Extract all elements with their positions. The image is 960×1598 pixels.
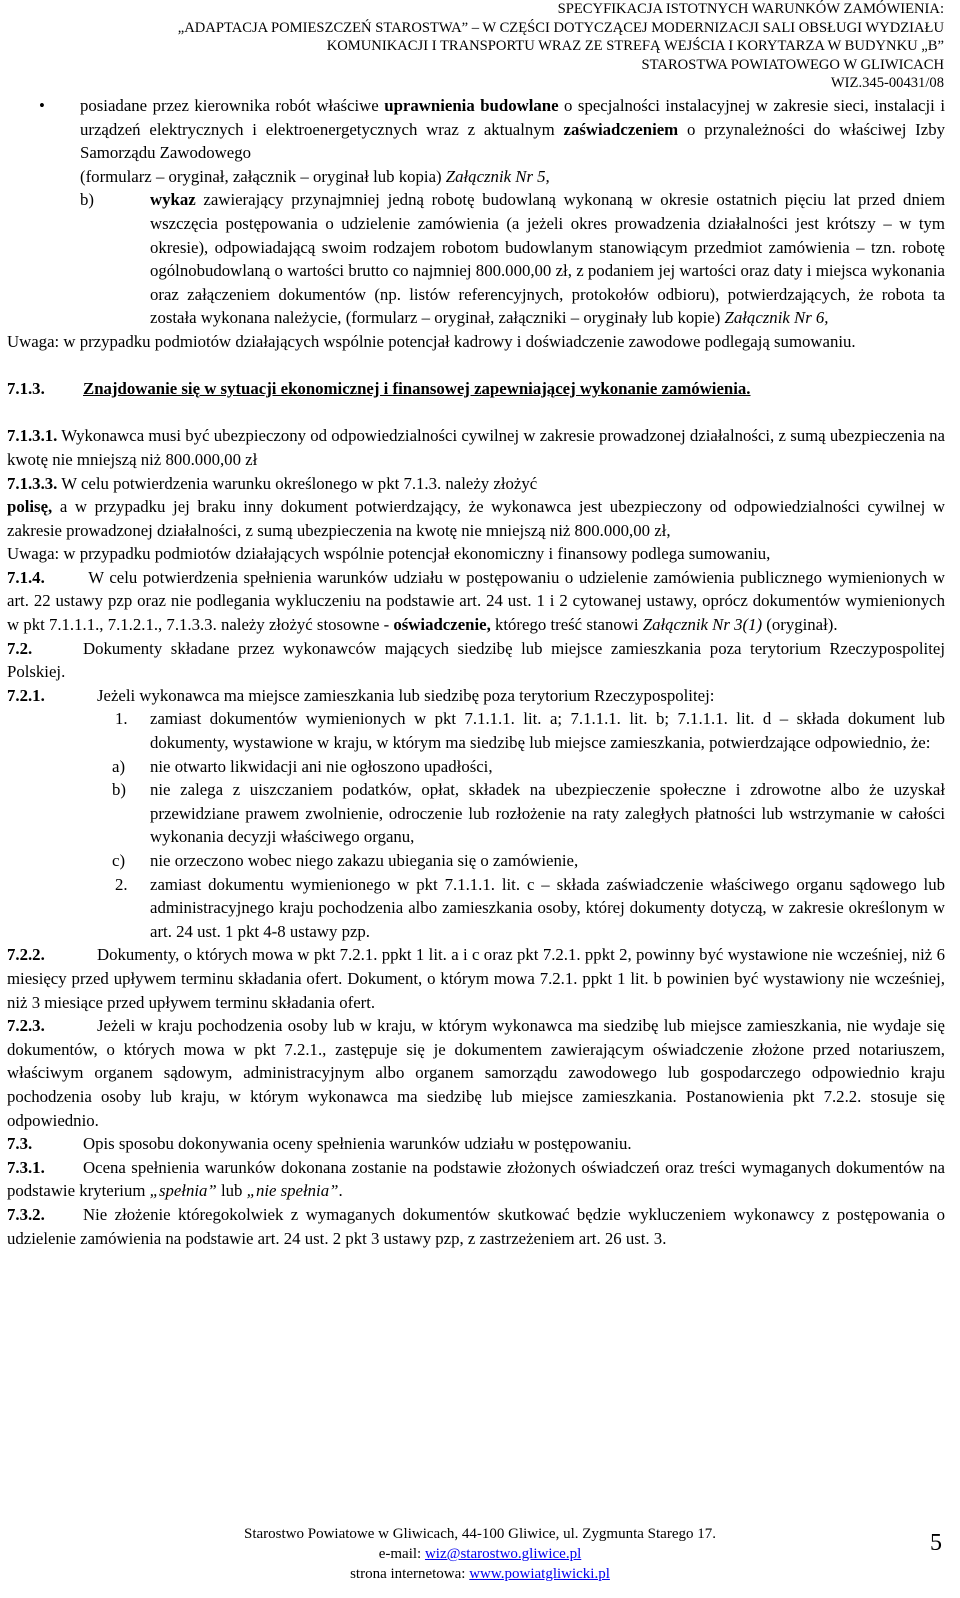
document-header xyxy=(178,0,944,93)
note-kadrowy: Uwaga: w przypadku podmiotów działających wspólnie potencjał kadrowy i doświadczenie zawodowe podlegają sumowaniu. xyxy=(7,331,856,351)
section-7-1-3-1: 7.1.3.1. Wykonawca musi być ubezpieczony od odpowiedzialności cywilnej w zakresie prowadzonej działalności, z sumą ubezpieczenia na kwotę nie mniejszą niż 800.000,00 zł xyxy=(7,426,945,469)
footer-email-line: e-mail: wiz@starostwo.gliwice.pl xyxy=(378,1546,582,1562)
email-link[interactable]: wiz@starostwo.gliwice.pl xyxy=(424,1546,582,1562)
list-item-b: b) nie zalega z uiszczaniem podatków, opłat, składek na ubezpieczenie społeczne i zdrowotne albo że uzyskał przewidziane prawem zwolnienie, odroczenie lub rozłożenie na raty zaległych płatności lub wstrzymanie w całości wykonania decyzji właściwego organu, xyxy=(112,780,945,847)
bullet-item-formularz: (formularz – oryginał, załącznik – oryginał lub kopia) Załącznik Nr 5, xyxy=(80,166,550,186)
section-7-1-4: 7.1.4. W celu potwierdzenia spełnienia warunków udziału w postępowaniu o udzielenie zamówienia publicznego wymienionych w art. 22 ustawy pzp oraz nie podlegania wykluczeniu na podstawie art. 24 ust. 1 i 2 cytowanej ustawy, oprócz dokumentów wymienionych w pkt 7.1.1.1., 7.1.2.1., 7.1.3.3. należy złożyć stosowne - oświadczenie, którego treść stanowi Załącznik Nr 3(1) (oryginał). xyxy=(7,567,945,635)
section-7-1-3-3: 7.1.3.3. W celu potwierdzenia warunku określonego w pkt 7.1.3. należy złożyć xyxy=(7,473,538,493)
list-item-2: 2. zamiast dokumentu wymienionego w pkt 7.1.1.1. lit. c – składa zaświadczenie właściwego organu sądowego lub administracyjnego kraju pochodzenia albo zamieszkania osoby, której dokumenty dotyczą, w zakresie określonym w art. 24 ust. 1 pkt 4-8 ustawy pzp. xyxy=(115,874,945,941)
section-7-2-1: 7.2.1. Jeżeli wykonawca ma miejsce zamieszkania lub siedzibę poza terytorium Rzeczypospolitej: xyxy=(7,685,715,705)
page-number: 5 xyxy=(930,1530,942,1556)
polisa-paragraph: polisę, a w przypadku jej braku inny dokument potwierdzający, że wykonawca jest ubezpieczony od odpowiedzialności cywilnej w zakresie prowadzonej działalności, z sumą ubezpieczenia na kwotę nie mniejszą niż 800.000,00 zł, xyxy=(7,497,945,540)
note-ekonomiczny: Uwaga: w przypadku podmiotów działających wspólnie potencjał ekonomiczny i finansowy podlega sumowaniu, xyxy=(7,544,771,564)
footer-web-line: strona internetowa: www.powiatgliwicki.pl xyxy=(350,1566,610,1582)
section-7-3: 7.3. Opis sposobu dokonywania oceny spełnienia warunków udziału w postępowaniu. xyxy=(7,1134,632,1154)
section-7-2-3: 7.2.3. Jeżeli w kraju pochodzenia osoby lub w kraju, w którym wykonawca ma siedzibę lub miejsce zamieszkania, nie wydaje się dokumentów, o których mowa w pkt 7.2.1., zastępuje się je dokumentem zawierającym oświadczenie złożone przed notariuszem, właściwym organem sądowym, administracyjnym albo organem samorządu zawodowego lub gospodarczego odpowiednio kraju pochodzenia osoby lub kraju, w którym wykonawca ma siedzibę lub miejsce zamieszkania. Postanowienia pkt 7.2.2. stosuje się odpowiednio. xyxy=(7,1016,945,1130)
list-item-1: 1. zamiast dokumentów wymienionych w pkt 7.1.1.1. lit. a; 7.1.1.1. lit. b; 7.1.1.1. lit. d – składa dokument lub dokumenty, wystawione w kraju, w którym ma siedzibę lub miejsce zamieszkania, potwierdzające odpowiednio, że: xyxy=(115,709,945,753)
section-7-2: 7.2. Dokumenty składane przez wykonawców mających siedzibę lub miejsce zamieszkania poza terytorium Rzeczypospolitej Polskiej. xyxy=(7,638,945,682)
header-line-1: SPECYFIKACJA ISTOTNYCH WARUNKÓW ZAMÓWIENIA: xyxy=(557,1,944,17)
document-body xyxy=(7,94,945,1250)
section-7-1-3: 7.1.3. Znajdowanie się w sytuacji ekonomicznej i finansowej zapewniającej wykonanie zamówienia. xyxy=(7,379,751,399)
list-item-b-wykaz: b) wykaz zawierający przynajmniej jedną robotę budowlaną wykonaną w okresie ostatnich pięciu lat przed dniem wszczęcia postępowania o udzielenie zamówienia (a jeżeli okres prowadzenia działalności jest krótszy – w tym okresie), odpowiadającą swoim rodzajem robotom budowlanym stanowiącym przedmiot zamówienia – tzn. robotę ogólnobudowlaną o wartości brutto co najmniej 800.000,00 zł, z podaniem jej wartości oraz daty i miejsca wykonania oraz załączeniem dokumentów (np. listów referencyjnych, protokołów odbioru), potwierdzających, że robota ta została wykonana należycie, (formularz – oryginał, załączniki – oryginały lub kopie) Załącznik Nr 6, xyxy=(80,190,945,328)
bullet-item-uprawnienia: • posiadane przez kierownika robót właściwe uprawnienia budowlane o specjalności instalacyjnej w zakresie sieci, instalacji i urządzeń elektrycznych i elektroenergetycznych wraz z aktualnym zaświadczeniem o przynależności do właściwej Izby Samorządu Zawodowego xyxy=(39,96,945,163)
header-line-5: WIZ.345-00431/08 xyxy=(830,75,944,91)
list-item-a: a) nie otwarto likwidacji ani nie ogłoszono upadłości, xyxy=(112,756,493,776)
header-line-3: KOMUNIKACJI I TRANSPORTU WRAZ ZE STREFĄ WEJŚCIA I KORYTARZA W BUDYNKU „B” xyxy=(326,38,944,54)
document-footer xyxy=(0,1524,960,1584)
section-7-3-2: 7.3.2. Nie złożenie któregokolwiek z wymaganych dokumentów skutkować będzie wykluczeniem wykonawcy z postępowania o udzielenie zamówienia na podstawie art. 24 ust. 2 pkt 3 ustawy pzp, z zastrzeżeniem art. 26 ust. 3. xyxy=(7,1204,945,1248)
website-link[interactable]: www.powiatgliwicki.pl xyxy=(469,1566,610,1582)
footer-address: Starostwo Powiatowe w Gliwicach, 44-100 Gliwice, ul. Zygmunta Starego 17. xyxy=(243,1526,716,1542)
bullet-icon: • xyxy=(39,96,45,115)
list-item-c: c) nie orzeczono wobec niego zakazu ubiegania się o zamówienie, xyxy=(112,851,579,870)
header-line-4: STAROSTWA POWIATOWEGO W GLIWICACH xyxy=(641,56,944,73)
section-7-2-2: 7.2.2. Dokumenty, o których mowa w pkt 7.2.1. ppkt 1 lit. a i c oraz pkt 7.2.1. ppkt 2, powinny być wystawione nie wcześniej, niż 6 miesięcy przed upływem terminu składania ofert. Dokument, o którym mowa 7.2.1. ppkt 1 lit. b powinien być wystawiony nie wcześniej, niż 3 miesiące przed upływem terminu składania ofert. xyxy=(7,945,945,1012)
header-line-2: „ADAPTACJA POMIESZCZEŃ STAROSTWA” – W CZĘŚCI DOTYCZĄCEJ MODERNIZACJI SALI OBSŁUGI WYDZIAŁU xyxy=(177,19,944,36)
section-7-3-1: 7.3.1. Ocena spełnienia warunków dokonana zostanie na podstawie złożonych oświadczeń oraz treści wymaganych dokumentów na podstawie kryterium „spełnia” lub „nie spełnia”. xyxy=(7,1157,945,1201)
